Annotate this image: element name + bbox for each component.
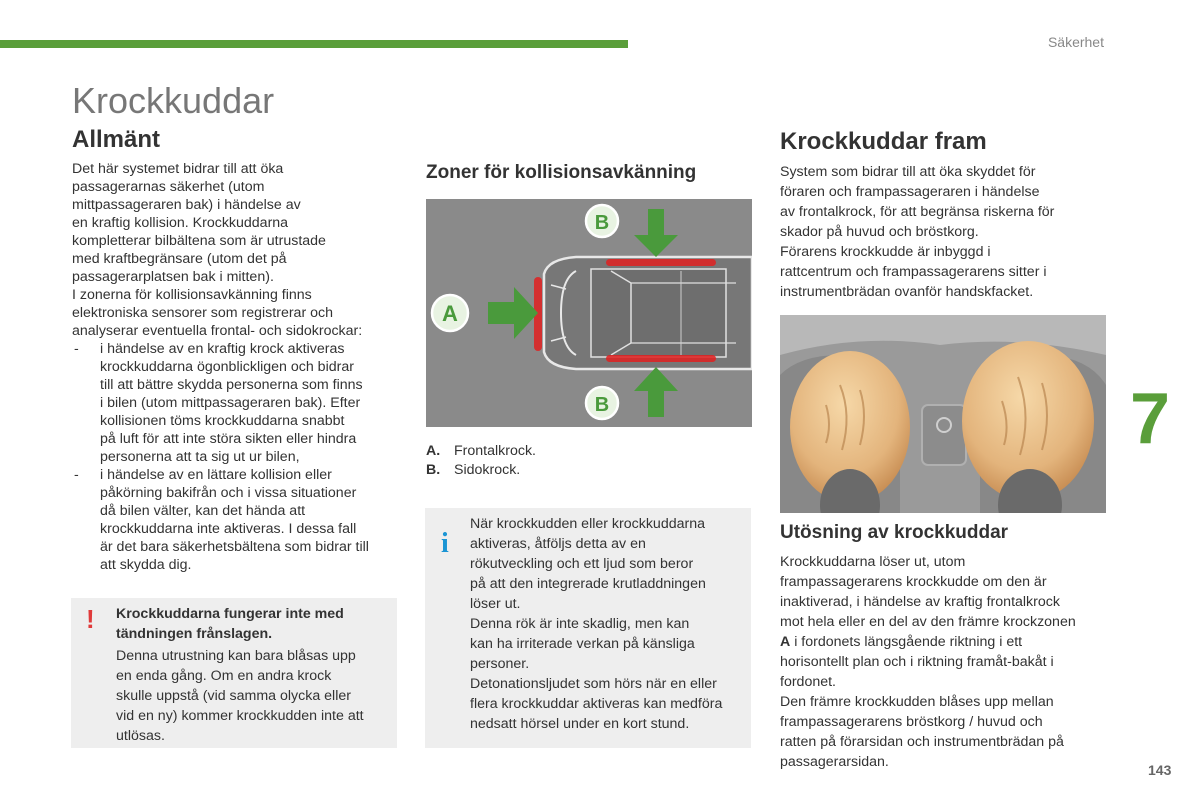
utlosning-line: inaktiverad, i händelse av kraftig frontalkrock <box>780 594 1060 610</box>
warning-line: skulle uppstå (vid samma olycka eller <box>116 688 351 704</box>
warning-bold-text <box>116 604 386 644</box>
warning-line: en enda gång. Om en andra krock <box>116 668 332 684</box>
info-line: personer. <box>470 656 530 672</box>
fram-line: Förarens krockkudde är inbyggd i <box>780 244 991 260</box>
allmant-line: passagerarnas säkerhet (utom <box>72 179 265 195</box>
bullet-dash: - <box>74 341 79 357</box>
utlosning-line: ratten på förarsidan och instrumentbrädan på <box>780 734 1064 750</box>
header-accent-bar <box>0 40 628 48</box>
zoner-legend <box>426 442 746 480</box>
fram-heading: Krockkuddar fram <box>780 128 987 155</box>
bullet-line: då bilen välter, kan det hända att <box>100 503 306 519</box>
label-b-top: B <box>594 212 610 234</box>
allmant-line: elektroniska sensorer som registrerar och <box>72 305 333 321</box>
warning-body-text <box>116 646 386 746</box>
utlosning-text-after <box>780 652 1120 772</box>
chapter-number: 7 <box>1130 379 1171 459</box>
fram-line: föraren och frampassageraren i händelse <box>780 184 1040 200</box>
info-line: Detonationsljudet som hörs när en eller <box>470 676 717 692</box>
info-line: flera krockkuddar aktiveras kan medföra <box>470 696 723 712</box>
info-line: löser ut. <box>470 596 521 612</box>
bullet-line: kollisionen töms krockkuddarna snabbt <box>100 413 345 429</box>
allmant-line: Det här systemet bidrar till att öka <box>72 161 284 177</box>
warning-bold-line: Krockkuddarna fungerar inte med <box>116 606 344 622</box>
utlosning-line: Den främre krockkudden blåses upp mellan <box>780 694 1054 710</box>
bullet-line: på luft för att inte störa sikten eller hindra <box>100 431 357 447</box>
bullet-line: i bilen (utom mittpassageraren bak). Efter <box>100 395 361 411</box>
allmant-bullet-item <box>72 466 402 574</box>
section-title: Säkerhet <box>1047 34 1104 50</box>
page-number: 143 <box>1148 762 1172 778</box>
label-a: A <box>442 301 458 326</box>
info-line: på att den integrerade krutladdningen <box>470 576 706 592</box>
label-b-bottom: B <box>594 394 610 416</box>
info-text <box>470 514 742 734</box>
bullet-line: i händelse av en lättare kollision eller <box>100 467 332 483</box>
bullet-dash: - <box>74 467 79 483</box>
bullet-line: påkörning bakifrån och i vissa situationer <box>100 485 357 501</box>
airbags-illustration <box>780 315 1106 513</box>
collision-zones-figure <box>426 199 752 427</box>
info-line: Denna rök är inte skadlig, men kan <box>470 616 690 632</box>
utlosning-line: passagerarsidan. <box>780 754 889 770</box>
bullet-line: i händelse av en kraftig krock aktiveras <box>100 341 345 357</box>
allmant-line: mittpassageraren bak) i händelse av <box>72 197 301 213</box>
allmant-bullet-list <box>72 340 402 574</box>
utlosning-line: mot hela eller en del av den främre krockzonen <box>780 614 1076 630</box>
bullet-line: personerna att ta sig ut ur bilen, <box>100 449 300 465</box>
info-line: aktiveras, åtföljs detta av en <box>470 536 646 552</box>
allmant-line: kompletterar bilbältena som är utrustade <box>72 233 326 249</box>
bullet-line: till att bättre skydda personerna som finns <box>100 377 363 393</box>
allmant-line: passagerarplatsen bak i mitten). <box>72 269 274 285</box>
allmant-heading: Allmänt <box>72 126 161 153</box>
fram-line: instrumentbrädan ovanför handskfacket. <box>780 284 1034 300</box>
warning-line: vid en ny) kommer krockkudden inte att <box>116 708 364 724</box>
bullet-line: krockkuddarna inte aktiveras. I dessa fall <box>100 521 357 537</box>
warning-bold-line: tändningen frånslagen. <box>116 626 273 642</box>
utlosning-body <box>780 552 1120 772</box>
allmant-bullet-item <box>72 340 402 466</box>
bullet-line: att skydda dig. <box>100 557 192 573</box>
page-title: Krockkuddar <box>72 80 275 121</box>
allmant-line: I zonerna för kollisionsavkänning finns <box>72 287 312 303</box>
utlosning-line: fordonet. <box>780 674 837 690</box>
warning-text <box>116 604 386 746</box>
utlosning-zone-line: A i fordonets längsgående riktning i ett <box>780 634 1023 650</box>
utlosning-line: horisontellt plan och i riktning framåt-bakåt i <box>780 654 1054 670</box>
zoner-heading: Zoner för kollisionsavkänning <box>426 162 697 183</box>
allmant-line: en kraftig kollision. Krockkuddarna <box>72 215 289 231</box>
bullet-line: krockkuddarna ögonblickligen och bidrar <box>100 359 354 375</box>
utlosning-line: Krockkuddarna löser ut, utom <box>780 554 966 570</box>
info-icon: i <box>441 528 449 559</box>
info-line: När krockkudden eller krockkuddarna <box>470 516 705 532</box>
allmant-line: med kraftbegränsare (utom det på <box>72 251 287 267</box>
bullet-line: är det bara säkerhetsbältena som bidrar till <box>100 539 369 555</box>
allmant-intro <box>72 160 402 340</box>
airbag-photo <box>780 315 1106 513</box>
warning-icon: ! <box>86 604 95 634</box>
legend-item-b: B. Sidokrock. <box>426 462 521 478</box>
fram-line: av frontalkrock, för att begränsa riskerna för <box>780 204 1055 220</box>
warning-line: utlösas. <box>116 728 165 744</box>
info-line: nedsatt hörsel under en kort stund. <box>470 716 690 732</box>
warning-line: Denna utrustning kan bara blåsas upp <box>116 648 356 664</box>
fram-line: skador på huvud och bröstkorg. <box>780 224 979 240</box>
fram-body <box>780 162 1110 302</box>
info-line: rökutveckling och ett ljud som beror <box>470 556 694 572</box>
utlosning-line: frampassagerarens krockkudde om den är <box>780 574 1047 590</box>
fram-line: System som bidrar till att öka skyddet för <box>780 164 1036 180</box>
info-line: kan ha irriterade verkan på känsliga <box>470 636 695 652</box>
fram-line: rattcentrum och frampassagerarens sitter i <box>780 264 1047 280</box>
utlosning-line: frampassagerarens bröstkorg / huvud och <box>780 714 1043 730</box>
allmant-body <box>72 160 402 574</box>
legend-item-a: A. Frontalkrock. <box>426 443 536 459</box>
car-sensor-diagram <box>426 199 752 427</box>
allmant-line: analyserar eventuella frontal- och sidokrockar: <box>72 323 363 339</box>
utlosning-text-before <box>780 552 1120 632</box>
utlosning-heading: Utösning av krockkuddar <box>780 522 1009 543</box>
